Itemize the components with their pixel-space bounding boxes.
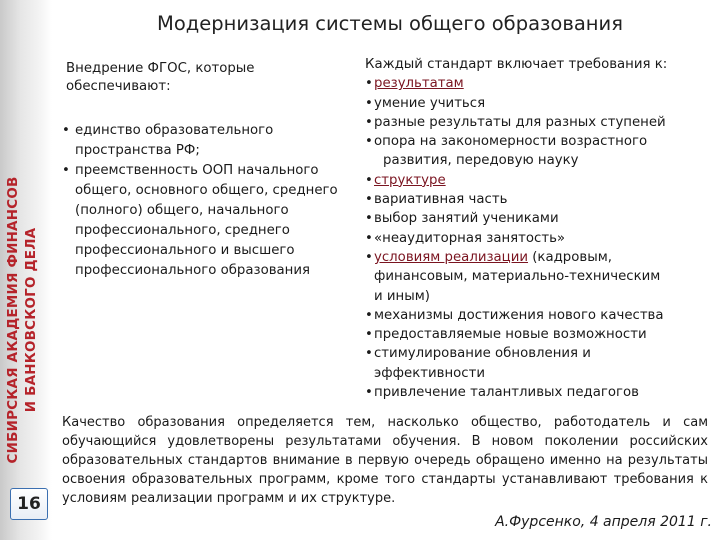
list-item-continuation: и иным) bbox=[374, 288, 430, 304]
sidebar-line-1: СИБИРСКАЯ АКАДЕМИЯ ФИНАНСОВ bbox=[5, 176, 21, 464]
list-item: • выбор занятий учениками bbox=[365, 209, 710, 228]
list-item-continuation: эффективности bbox=[374, 365, 485, 381]
list-item-conditions bbox=[365, 248, 710, 267]
sidebar bbox=[0, 0, 52, 540]
right-bullet-list bbox=[365, 74, 710, 402]
list-item-structure bbox=[365, 171, 710, 190]
quote-text: Качество образования определяется тем, насколько общество, работодатель и сам обучающийся удовлетворены результатами обучения. В новом поколении российских образовательных стандартов внимание в первую очередь обращено именно на результаты освоения образовательных программ, кроме того стандарты устанавливают требования к условиям реализации программ и их структуре. bbox=[62, 415, 708, 506]
highlight-conditions: условиям реализации bbox=[374, 249, 529, 265]
quote-author: А.Фурсенко, 4 апреля 2011 г. bbox=[495, 514, 712, 530]
left-bullet-list bbox=[62, 121, 338, 281]
list-item: • привлечение талантливых педагогов bbox=[365, 383, 710, 402]
list-item-continuation: финансовым, материально-техническим bbox=[374, 269, 661, 285]
right-column bbox=[365, 55, 710, 402]
list-item: • «неаудиторная занятость» bbox=[365, 229, 710, 248]
list-item: • стимулирование обновления и bbox=[365, 344, 710, 363]
list-item: • опора на закономерности возрастного bbox=[365, 132, 710, 151]
slide-title: Модернизация системы общего образования bbox=[157, 12, 623, 35]
page-number: 16 bbox=[10, 488, 48, 520]
right-heading: Каждый стандарт включает требования к: bbox=[365, 57, 668, 72]
list-item: • единство образовательного пространства РФ; bbox=[62, 121, 338, 161]
list-item: • преемственность ООП начального общего, основного общего, среднего (полного) общего, начального профессионального, среднего профессионального и высшего профессионального образования bbox=[62, 161, 338, 281]
list-item-results bbox=[365, 74, 710, 93]
list-item: • вариативная часть bbox=[365, 190, 710, 209]
sidebar-organization-name bbox=[4, 170, 40, 470]
list-item: • предоставляемые новые возможности bbox=[365, 325, 710, 344]
left-intro: Внедрение ФГОС, которые обеспечивают: bbox=[66, 61, 255, 94]
highlight-results: результатам bbox=[374, 76, 464, 92]
conditions-detail: (кадровым, bbox=[528, 249, 612, 265]
sidebar-line-2: И БАНКОВСКОГО ДЕЛА bbox=[23, 227, 39, 413]
list-item: • механизмы достижения нового качества bbox=[365, 306, 710, 325]
list-item-continuation: развития, передовую науку bbox=[383, 153, 579, 169]
list-item: • умение учиться bbox=[365, 94, 710, 113]
list-item: • разные результаты для разных ступеней bbox=[365, 113, 710, 132]
highlight-structure: структуре bbox=[374, 172, 446, 188]
